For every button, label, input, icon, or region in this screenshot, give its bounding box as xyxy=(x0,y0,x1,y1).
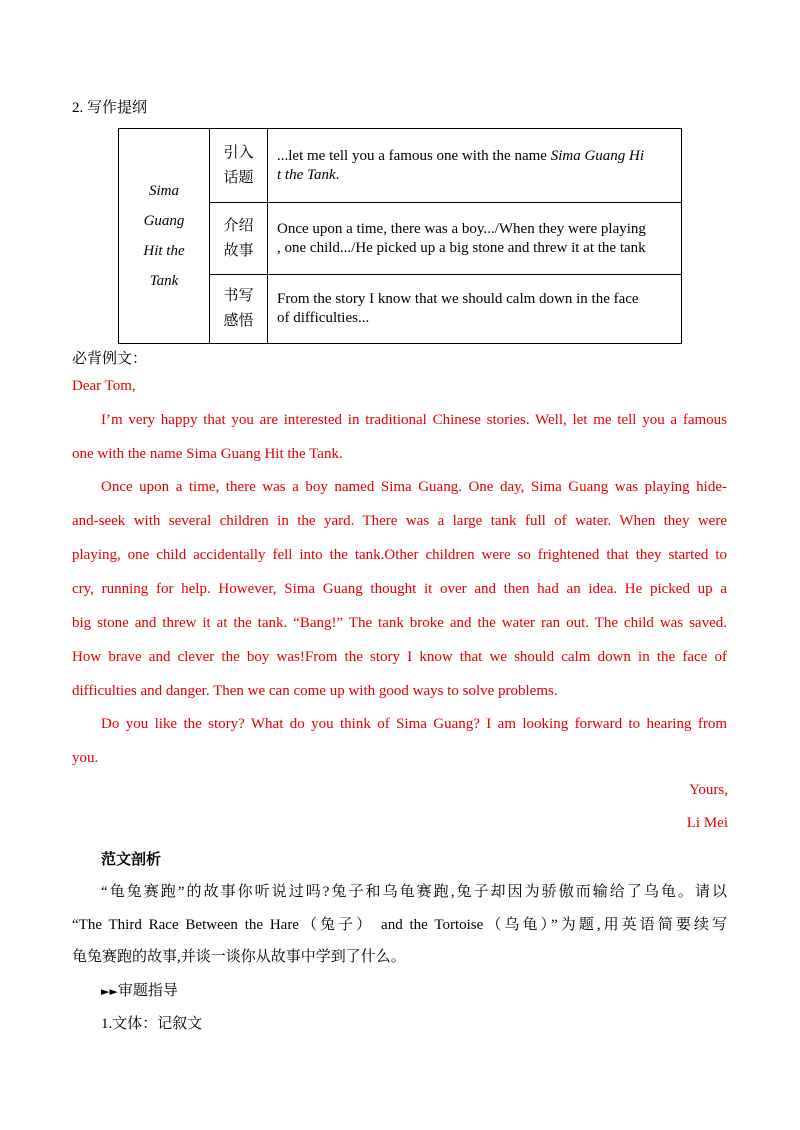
outline-topic-cell xyxy=(119,129,210,344)
analysis-line: “龟兔赛跑”的故事你听说过吗?兔子和乌龟赛跑,兔子却因为骄傲而输给了乌龟。请以 xyxy=(101,884,727,900)
content-italic-title: Sima Guang Hi xyxy=(550,147,645,164)
letter-line: big stone and threw it at the tank. “Bang!” The tank broke and the water ran out. The child was saved. xyxy=(72,615,727,631)
topic-line: Tank xyxy=(149,273,179,289)
stage-label: 话题 xyxy=(223,169,254,186)
letter-line: playing, one child accidentally fell into the tank.Other children were so frightened that they started to xyxy=(72,547,727,563)
analysis-title: 范文剖析 xyxy=(101,852,162,868)
letter-line: cry, running for help. However, Sima Guang thought it over and then had an idea. He picked up a xyxy=(72,581,727,597)
triangle-marker-icon: ►► xyxy=(101,985,118,998)
stage-intro-cell xyxy=(210,129,268,203)
letter-line: How brave and clever the boy was!From the story I know that we should calm down in the face of xyxy=(72,649,727,665)
stage-label: 介绍 xyxy=(223,217,254,234)
stage-reflection-cell xyxy=(210,275,268,344)
stage-story-cell xyxy=(210,203,268,275)
topic-line: Hit the xyxy=(143,243,185,259)
content-text: of difficulties... xyxy=(277,310,370,326)
guide-item: 1.文体：记叙文 xyxy=(101,1016,203,1032)
stage-reflection-content xyxy=(268,275,682,344)
letter-signature: Li Mei xyxy=(686,815,728,831)
content-text: From the story I know that we should calm down in the face xyxy=(277,291,639,307)
letter-greeting: Dear Tom, xyxy=(72,378,136,394)
letter-line: you. xyxy=(72,750,99,766)
topic-line: Sima xyxy=(149,183,179,199)
stage-story-content xyxy=(268,203,682,275)
stage-label: 感悟 xyxy=(223,313,254,329)
sample-essay-label: 必背例文： xyxy=(72,351,148,367)
analysis-line: 龟兔赛跑的故事,并谈一谈你从故事中学到了什么。 xyxy=(72,949,406,965)
letter-line: one with the name Sima Guang Hit the Tank. xyxy=(72,446,343,462)
letter-closing: Yours, xyxy=(689,782,728,798)
writing-outline-table xyxy=(118,128,682,344)
content-text: . xyxy=(335,166,340,183)
content-italic-title: t the Tank xyxy=(277,166,336,183)
content-text: , one child.../He picked up a big stone and threw it at the tank xyxy=(277,239,646,256)
guide-title: 审题指导 xyxy=(117,983,178,999)
stage-label: 引入 xyxy=(223,144,254,161)
stage-label: 故事 xyxy=(223,242,254,259)
stage-intro-content xyxy=(268,129,682,203)
letter-line: and-seek with several children in the yard. There was a large tank full of water. When they were xyxy=(72,513,727,529)
letter-line: Do you like the story? What do you think of Sima Guang? I am looking forward to hearing from xyxy=(101,716,727,732)
analysis-line: “The Third Race Between the Hare（兔子） and the Tortoise（乌龟）”为题,用英语简要续写 xyxy=(72,917,727,933)
stage-label: 书写 xyxy=(223,288,254,304)
section-heading: 2. 写作提纲 xyxy=(72,100,148,116)
letter-line: difficulties and danger. Then we can come up with good ways to solve problems. xyxy=(72,683,558,699)
topic-line: Guang xyxy=(143,213,185,229)
content-text: ...let me tell you a famous one with the name xyxy=(277,147,551,164)
letter-line: I’m very happy that you are interested in traditional Chinese stories. Well, let me tell you a famous xyxy=(101,412,727,428)
letter-line: Once upon a time, there was a boy named Sima Guang. One day, Sima Guang was playing hide- xyxy=(101,479,727,495)
guide-heading xyxy=(101,979,178,1000)
content-text: Once upon a time, there was a boy.../When they were playing xyxy=(277,220,646,237)
